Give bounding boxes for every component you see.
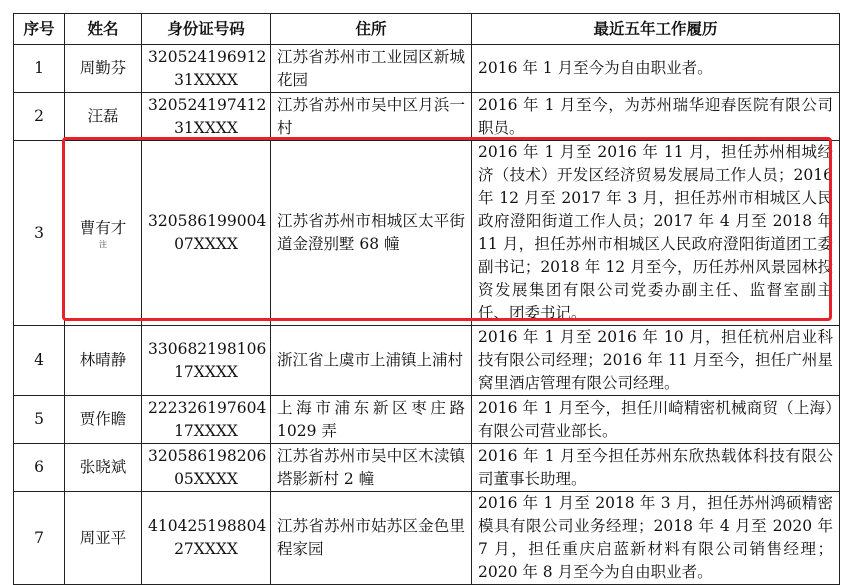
- header-work-history: 最近五年工作履历: [472, 14, 840, 45]
- id-line-2: 05XXXX: [174, 469, 238, 488]
- table-row-highlighted: [14, 141, 840, 326]
- id-line-2: 27XXXX: [174, 540, 238, 558]
- id-line-2: 31XXXX: [174, 70, 238, 89]
- id-line-2: 07XXXX: [174, 235, 238, 253]
- id-line-1: 320586198206: [148, 446, 267, 465]
- name-text: 张晓斌: [79, 458, 127, 476]
- footnote-marker: 注: [99, 239, 107, 249]
- cell-address: 浙江省上虞市上浦镇上浦村: [271, 326, 472, 396]
- cell-seq: 2: [14, 93, 65, 141]
- document-sheet: [13, 13, 840, 585]
- id-line-1: 320524196912: [148, 47, 267, 66]
- cell-work-history: 2016 年 1 月至 2016 年 10 月，担任杭州启业科技有限公司经理；2016 年 11 月至今，担任广州星窝里酒店管理有限公司经理。: [472, 326, 840, 396]
- table-row: [14, 444, 840, 492]
- table-row: [14, 45, 840, 93]
- id-line-1: 320586199004: [148, 212, 267, 230]
- table-row: [14, 492, 840, 585]
- name-text: 汪磊: [87, 107, 119, 125]
- personnel-table: [13, 13, 840, 585]
- name-text: 周亚平: [79, 528, 127, 547]
- id-line-2: 17XXXX: [174, 362, 238, 381]
- cell-address: 江苏省苏州市姑苏区金色里程家园: [271, 492, 472, 585]
- cell-address: 上海市浦东新区枣庄路 1029 弄: [271, 396, 472, 444]
- cell-id-number: [142, 444, 271, 492]
- cell-name: [65, 45, 142, 93]
- cell-id-number: [142, 326, 271, 396]
- name-text: 贾作瞻: [79, 410, 127, 428]
- cell-id-number: [142, 492, 271, 585]
- cell-address: 江苏省苏州市吴中区木渎镇塔影新村 2 幢: [271, 444, 472, 492]
- cell-work-history: 2016 年 1 月至今为自由职业者。: [472, 45, 840, 93]
- table-row: [14, 93, 840, 141]
- cell-id-number: [142, 45, 271, 93]
- cell-seq: 3: [14, 141, 65, 326]
- header-address: 住所: [271, 14, 472, 45]
- cell-name: [65, 326, 142, 396]
- cell-address: 江苏省苏州市工业园区新城花园: [271, 45, 472, 93]
- cell-id-number: [142, 141, 271, 326]
- table-row: [14, 326, 840, 396]
- id-line-1: 330682198106: [148, 339, 267, 358]
- cell-id-number: [142, 93, 271, 141]
- cell-name: [65, 93, 142, 141]
- cell-id-number: [142, 396, 271, 444]
- cell-address: 江苏省苏州市相城区太平街道金澄别墅 68 幢: [271, 141, 472, 326]
- id-line-2: 17XXXX: [174, 421, 238, 440]
- name-text: 周勤芬: [79, 59, 127, 77]
- header-seq: 序号: [14, 14, 65, 45]
- header-name: 姓名: [65, 14, 142, 45]
- cell-seq: 6: [14, 444, 65, 492]
- name-text: 林晴静: [79, 351, 127, 369]
- cell-seq: 1: [14, 45, 65, 93]
- cell-work-history: 2016 年 1 月至今担任苏州东欣热载体科技有限公司董事长助理。: [472, 444, 840, 492]
- cell-work-history: 2016 年 1 月至 2016 年 11 月，担任苏州相城经济（技术）开发区经济贸易发展局工作人员；2016 年 12 月至 2017 年 3 月，担任苏州市相城区人民政府澄阳街道工作人员；2017 年 4 月至 2018 年 11 月，担任苏州市相城区人民政府澄阳街道团工委副书记；2018 年 12 月至今，历任苏州风景园林投资发展集团有限公司党委办副主任、监督室副主任、团委书记。: [472, 141, 840, 326]
- id-line-2: 31XXXX: [174, 118, 238, 137]
- cell-work-history: 2016 年 1 月至今，担任川崎精密机械商贸（上海）有限公司营业部长。: [472, 396, 840, 444]
- cell-address: 江苏省苏州市吴中区月浜一村: [271, 93, 472, 141]
- table-header-row: [14, 14, 840, 45]
- cell-name: [65, 444, 142, 492]
- cell-seq: 5: [14, 396, 65, 444]
- cell-work-history: 2016 年 1 月至今，为苏州瑞华迎春医院有限公司职员。: [472, 93, 840, 141]
- table-row: [14, 396, 840, 444]
- id-line-1: 222326197604: [148, 398, 267, 417]
- cell-work-history: 2016 年 1 月至 2018 年 3 月，担任苏州鸿硕精密模具有限公司业务经理；2018 年 4 月至 2020 年 7 月，担任重庆启蓝新材料有限公司销售经理；2020 年 8 月至今为自由职业者。: [472, 492, 840, 585]
- cell-name: [65, 141, 142, 326]
- id-line-1: 320524197412: [148, 95, 267, 114]
- id-line-1: 410425198804: [148, 517, 267, 535]
- cell-name: [65, 396, 142, 444]
- name-text: 曹有才: [79, 218, 127, 237]
- cell-seq: 4: [14, 326, 65, 396]
- header-id-number: 身份证号码: [142, 14, 271, 45]
- cell-seq: 7: [14, 492, 65, 585]
- cell-name: [65, 492, 142, 585]
